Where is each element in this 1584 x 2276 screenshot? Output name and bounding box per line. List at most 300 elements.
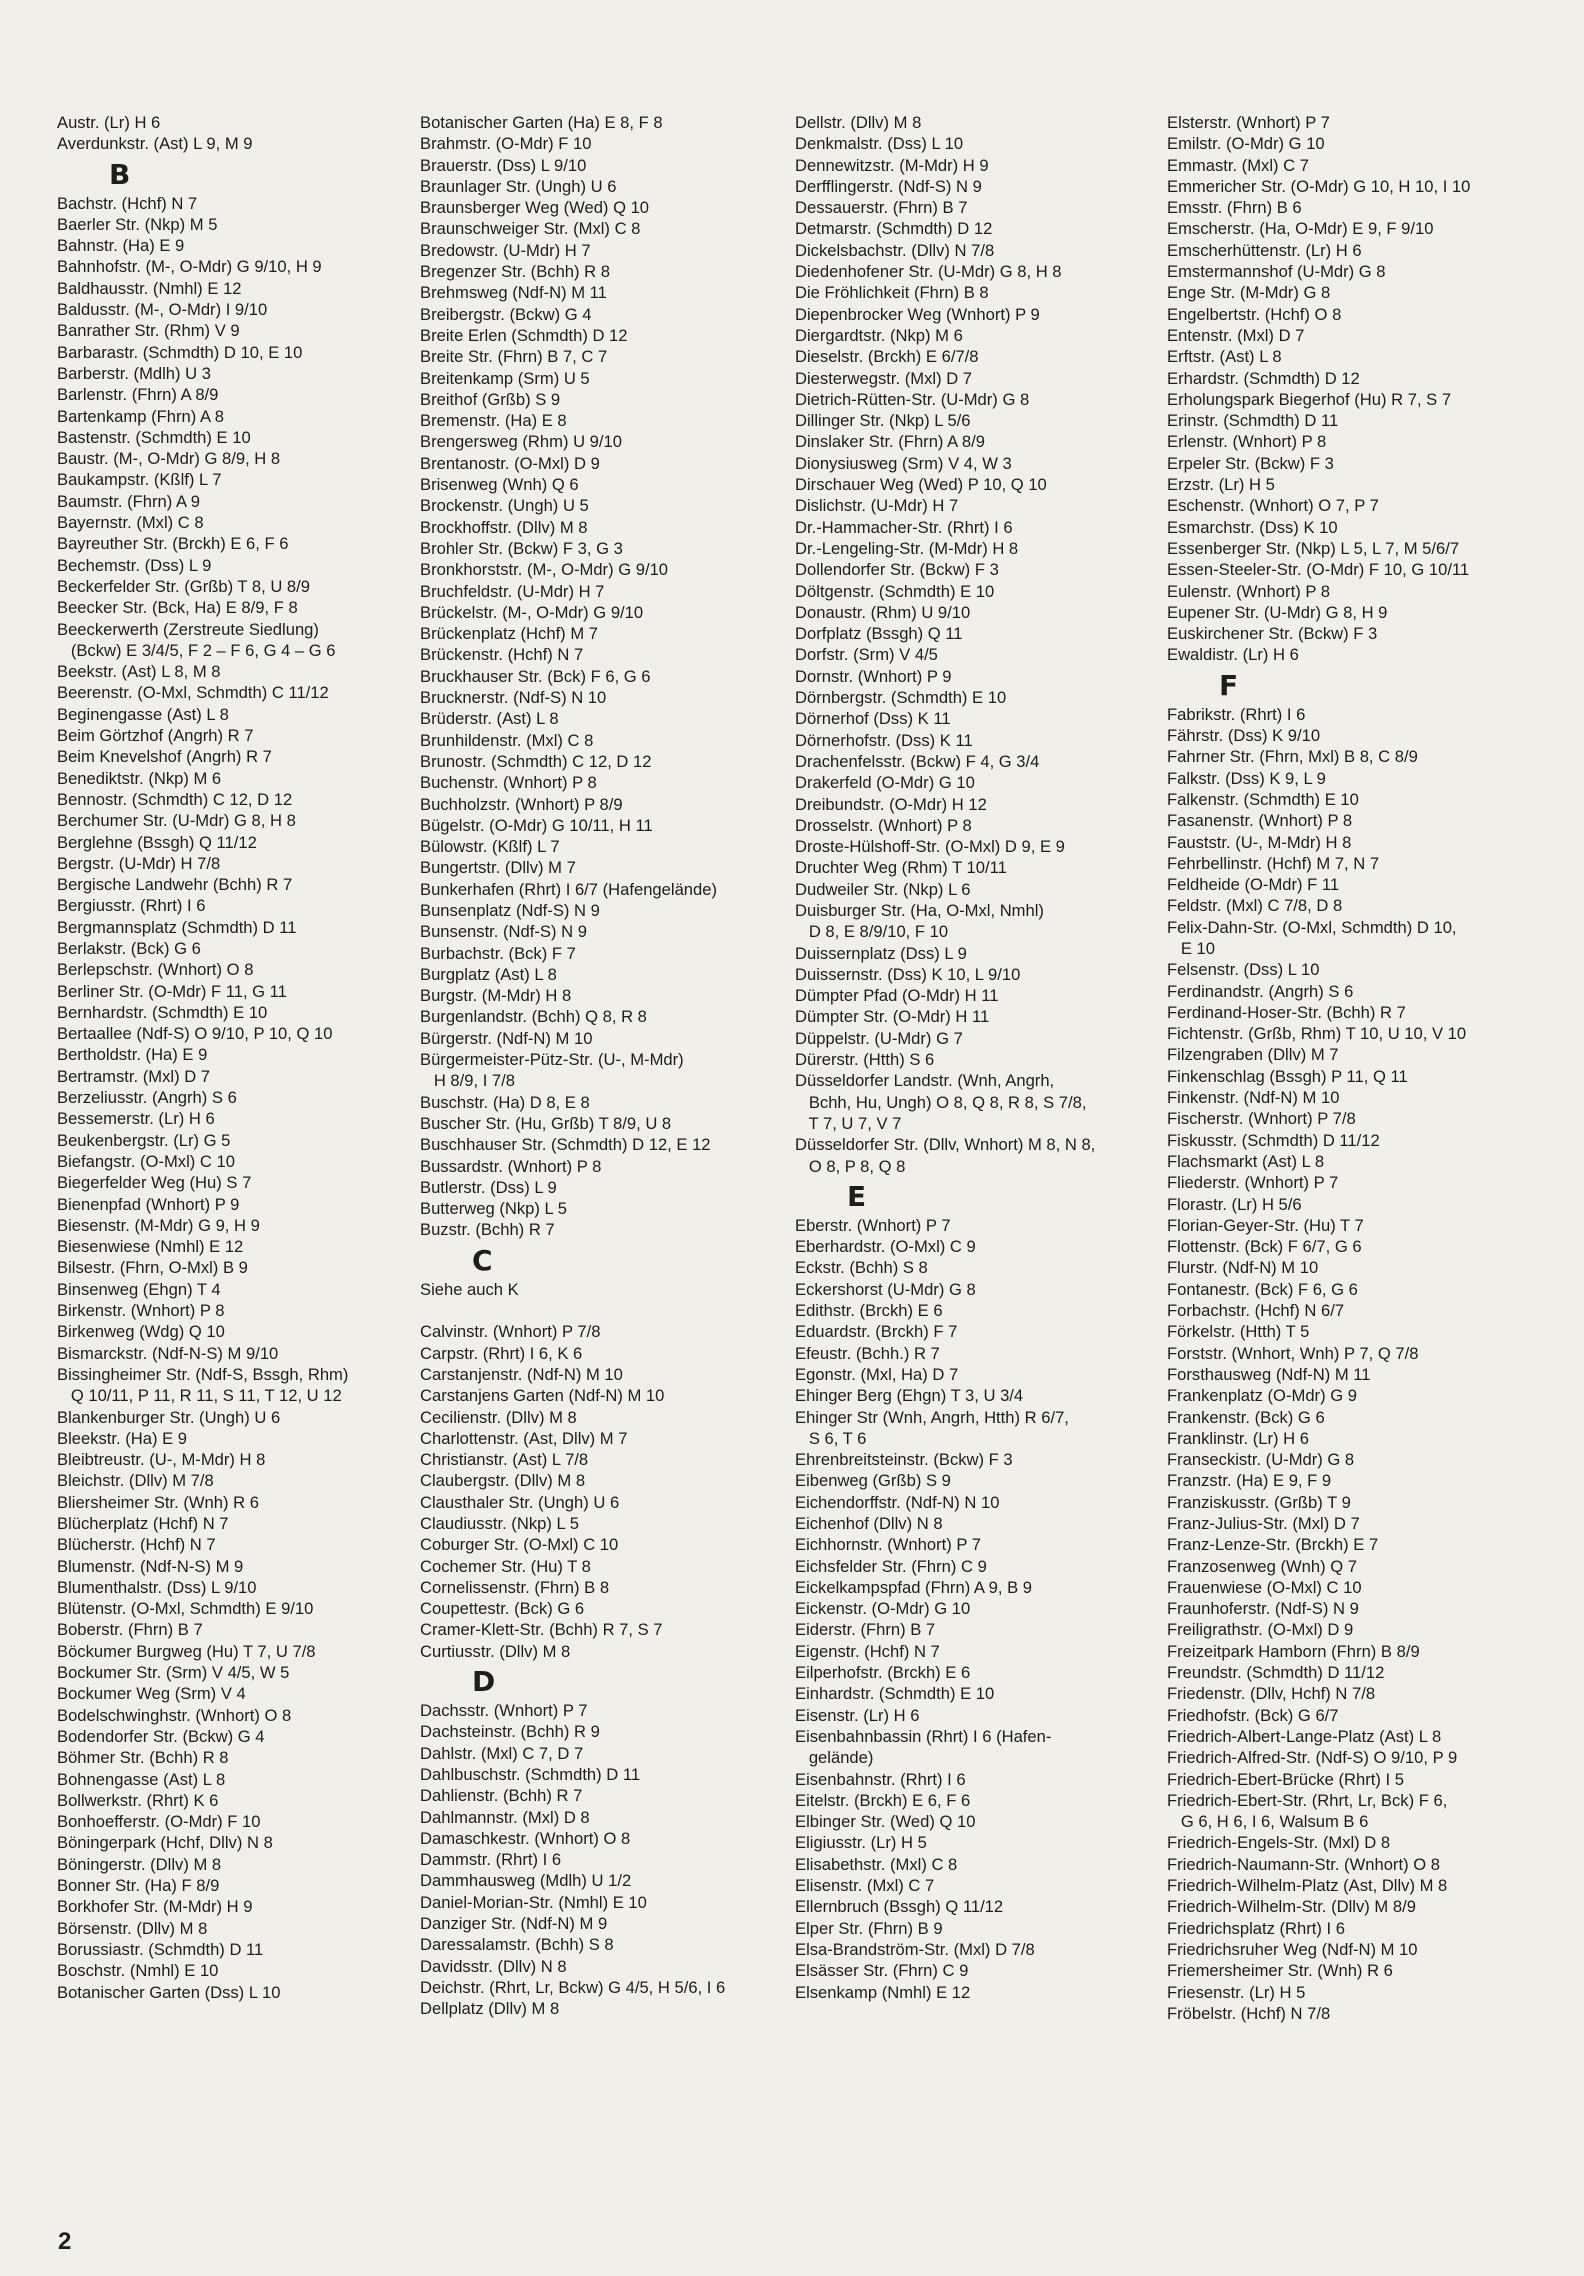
street-entry: Blumenthalstr. (Dss) L 9/10	[57, 1577, 257, 1597]
street-entry: Fröbelstr. (Hchf) N 7/8	[1167, 2003, 1331, 2023]
street-entry: Brockhoffstr. (Dllv) M 8	[420, 517, 588, 537]
street-entry: Böhmer Str. (Bchh) R 8	[57, 1748, 229, 1768]
street-entry: Erholungspark Biegerhof (Hu) R 7, S 7	[1167, 389, 1452, 409]
street-entry: Droste-Hülshoff-Str. (O-Mxl) D 9, E 9	[795, 837, 1065, 857]
street-entry: Detmarstr. (Schmdth) D 12	[795, 219, 993, 239]
street-entry: Beukenbergstr. (Lr) G 5	[57, 1130, 231, 1150]
street-entry: Berzeliusstr. (Angrh) S 6	[57, 1088, 237, 1108]
street-entry: Austr. (Lr) H 6	[57, 113, 161, 132]
street-entry: Q 10/11, P 11, R 11, S 11, T 12, U 12	[57, 1386, 342, 1406]
street-entry: Friedrich-Wilhelm-Str. (Dllv) M 8/9	[1167, 1897, 1416, 1917]
street-entry: Fichtenstr. (Grßb, Rhm) T 10, U 10, V 10	[1167, 1024, 1467, 1044]
street-entry: Dörnerhofstr. (Dss) K 11	[795, 730, 973, 750]
street-entry: Bremenstr. (Ha) E 8	[420, 411, 567, 431]
street-entry: Filzengraben (Dllv) M 7	[1167, 1045, 1339, 1065]
street-entry: Brauerstr. (Dss) L 9/10	[420, 155, 587, 175]
street-entry: gelände)	[795, 1748, 874, 1768]
street-entry: Daniel-Morian-Str. (Nmhl) E 10	[420, 1892, 647, 1912]
street-entry: Berlepschstr. (Wnhort) O 8	[57, 960, 254, 980]
street-entry: Eisenstr. (Lr) H 6	[795, 1705, 920, 1725]
street-entry: Bunsenstr. (Ndf-S) N 9	[420, 922, 587, 942]
street-entry: Claubergstr. (Dllv) M 8	[420, 1471, 586, 1491]
street-entry: Bleichstr. (Dllv) M 7/8	[57, 1471, 214, 1491]
street-entry: Bahnstr. (Ha) E 9	[57, 236, 185, 256]
street-entry: Essenberger Str. (Nkp) L 5, L 7, M 5/6/7	[1167, 538, 1460, 558]
street-entry: Berliner Str. (O-Mdr) F 11, G 11	[57, 981, 287, 1001]
street-entry: Bohnengasse (Ast) L 8	[57, 1769, 226, 1789]
street-entry: Braunschweiger Str. (Mxl) C 8	[420, 219, 641, 239]
street-entry: Bergiusstr. (Rhrt) I 6	[57, 896, 206, 916]
section-letter-b: B	[109, 157, 131, 191]
street-entry: Ewaldistr. (Lr) H 6	[1167, 645, 1299, 665]
street-entry: Düsseldorfer Str. (Dllv, Wnhort) M 8, N 8,	[795, 1135, 1096, 1155]
street-entry: Elsa-Brandström-Str. (Mxl) D 7/8	[795, 1939, 1035, 1959]
street-entry: Bregenzer Str. (Bchh) R 8	[420, 262, 610, 282]
street-entry: Entenstr. (Mxl) D 7	[1167, 325, 1305, 345]
street-entry: Daressalamstr. (Bchh) S 8	[420, 1935, 614, 1955]
street-entry: Flachsmarkt (Ast) L 8	[1167, 1151, 1325, 1171]
street-entry: Friedrich-Engels-Str. (Mxl) D 8	[1167, 1833, 1391, 1853]
street-entry: Beekstr. (Ast) L 8, M 8	[57, 662, 221, 682]
street-entry: Eichenhof (Dllv) N 8	[795, 1514, 943, 1533]
street-entry: Dammhausweg (Mdlh) U 1/2	[420, 1871, 632, 1891]
street-entry: Dahlstr. (Mxl) C 7, D 7	[420, 1743, 584, 1763]
street-entry: Ehinger Str (Wnh, Angrh, Htth) R 6/7,	[795, 1407, 1069, 1427]
street-entry: Bayernstr. (Mxl) C 8	[57, 513, 204, 533]
street-entry: Emscherstr. (Ha, O-Mdr) E 9, F 9/10	[1167, 219, 1434, 239]
street-entry: Elsässer Str. (Fhrn) C 9	[795, 1961, 969, 1981]
street-entry: Bülowstr. (Kßlf) L 7	[420, 837, 560, 857]
street-entry	[420, 1300, 792, 1321]
street-entry: Charlottenstr. (Ast, Dllv) M 7	[420, 1428, 628, 1448]
street-entry: Burgstr. (M-Mdr) H 8	[420, 986, 572, 1006]
street-entry: Bennostr. (Schmdth) C 12, D 12	[57, 789, 293, 809]
street-entry: Dachsteinstr. (Bchh) R 9	[420, 1722, 600, 1742]
street-entry: Friedrich-Wilhelm-Platz (Ast, Dllv) M 8	[1167, 1876, 1448, 1896]
street-entry: Claudiusstr. (Nkp) L 5	[420, 1514, 579, 1533]
street-entry: Dümpter Pfad (O-Mdr) H 11	[795, 986, 999, 1006]
street-entry: Fabrikstr. (Rhrt) I 6	[1167, 704, 1306, 724]
street-entry: Böckumer Burgweg (Hu) T 7, U 7/8	[57, 1641, 316, 1661]
street-entry: Berlakstr. (Bck) G 6	[57, 938, 201, 958]
street-entry: Brohler Str. (Bckw) F 3, G 3	[420, 538, 623, 558]
street-entry: Bessemerstr. (Lr) H 6	[57, 1109, 215, 1129]
street-entry: Coburger Str. (O-Mxl) C 10	[420, 1535, 619, 1555]
street-entry: Einhardstr. (Schmdth) E 10	[795, 1684, 995, 1704]
street-entry: Bredowstr. (U-Mdr) H 7	[420, 240, 591, 260]
street-entry: Förkelstr. (Htth) T 5	[1167, 1322, 1310, 1342]
street-entry: Dahlienstr. (Bchh) R 7	[420, 1786, 583, 1806]
street-entry: Franz-Lenze-Str. (Brckh) E 7	[1167, 1535, 1379, 1555]
street-entry: Botanischer Garten (Ha) E 8, F 8	[420, 113, 663, 132]
street-entry: G 6, H 6, I 6, Walsum B 6	[1167, 1812, 1369, 1832]
street-entry: Erftstr. (Ast) L 8	[1167, 347, 1282, 367]
page-number: 2	[58, 2228, 72, 2255]
street-entry: Eiderstr. (Fhrn) B 7	[795, 1620, 936, 1640]
street-entry: Finkenschlag (Bssgh) P 11, Q 11	[1167, 1066, 1408, 1086]
street-entry: Dörnbergstr. (Schmdth) E 10	[795, 688, 1007, 708]
street-entry: Breite Str. (Fhrn) B 7, C 7	[420, 347, 608, 367]
street-entry: Brahmstr. (O-Mdr) F 10	[420, 134, 592, 154]
street-entry: Eilperhofstr. (Brckh) E 6	[795, 1663, 971, 1683]
street-entry: Freizeitpark Hamborn (Fhrn) B 8/9	[1167, 1641, 1420, 1661]
street-entry: Bergstr. (U-Mdr) H 7/8	[57, 853, 221, 873]
street-entry: Burbachstr. (Bck) F 7	[420, 943, 576, 963]
street-entry: Flottenstr. (Bck) F 6/7, G 6	[1167, 1237, 1362, 1257]
street-entry: Dörnerhof (Dss) K 11	[795, 709, 951, 729]
street-entry: Dorfplatz (Bssgh) Q 11	[795, 624, 963, 644]
street-entry: Dennewitzstr. (M-Mdr) H 9	[795, 155, 989, 175]
street-entry: Fiskusstr. (Schmdth) D 11/12	[1167, 1130, 1380, 1150]
street-entry: Feldstr. (Mxl) C 7/8, D 8	[1167, 896, 1343, 916]
street-entry: Elisabethstr. (Mxl) C 8	[795, 1854, 958, 1874]
index-column-4	[1167, 112, 1539, 2024]
street-entry: Cramer-Klett-Str. (Bchh) R 7, S 7	[420, 1620, 663, 1640]
street-entry: Eichhornstr. (Wnhort) P 7	[795, 1535, 981, 1555]
street-entry: Brengersweg (Rhm) U 9/10	[420, 432, 622, 452]
street-entry: Binsenweg (Ehgn) T 4	[57, 1279, 221, 1299]
street-entry: Dorfstr. (Srm) V 4/5	[795, 645, 938, 665]
street-entry: Ferdinand-Hoser-Str. (Bchh) R 7	[1167, 1002, 1406, 1022]
street-entry: Brückelstr. (M-, O-Mdr) G 9/10	[420, 602, 644, 622]
street-entry: Friedrich-Ebert-Str. (Rhrt, Lr, Bck) F 6,	[1167, 1790, 1448, 1810]
street-entry: Breitenkamp (Srm) U 5	[420, 368, 590, 388]
index-column-2	[420, 112, 792, 2020]
street-entry: Clausthaler Str. (Ungh) U 6	[420, 1492, 620, 1512]
street-entry: Dornstr. (Wnhort) P 9	[795, 666, 952, 686]
street-entry: Bockumer Weg (Srm) V 4	[57, 1684, 246, 1704]
street-entry: Engelbertstr. (Hchf) O 8	[1167, 304, 1342, 324]
street-entry: Dellstr. (Dllv) M 8	[795, 113, 922, 132]
street-entry: Dachsstr. (Wnhort) P 7	[420, 1701, 588, 1721]
street-entry: Emilstr. (O-Mdr) G 10	[1167, 134, 1325, 154]
street-entry: Borkhofer Str. (M-Mdr) H 9	[57, 1897, 253, 1917]
street-entry: Calvinstr. (Wnhort) P 7/8	[420, 1322, 601, 1342]
section-letter-d: D	[472, 1665, 496, 1699]
street-entry: Florastr. (Lr) H 5/6	[1167, 1194, 1302, 1214]
street-entry: Averdunkstr. (Ast) L 9, M 9	[57, 134, 253, 154]
street-entry: Eberstr. (Wnhort) P 7	[795, 1215, 951, 1235]
street-entry: Bunkerhafen (Rhrt) I 6/7 (Hafengelände)	[420, 879, 718, 899]
street-entry: Friedrich-Naumann-Str. (Wnhort) O 8	[1167, 1854, 1440, 1874]
street-entry: Bollwerkstr. (Rhrt) K 6	[57, 1790, 219, 1810]
street-entry: Diesterwegstr. (Mxl) D 7	[795, 368, 973, 388]
street-entry: Breibergstr. (Bckw) G 4	[420, 304, 592, 324]
street-entry: Erinstr. (Schmdth) D 11	[1167, 411, 1339, 431]
street-entry: Fliederstr. (Wnhort) P 7	[1167, 1173, 1339, 1193]
street-entry: Drosselstr. (Wnhort) P 8	[795, 815, 972, 835]
street-entry: Bungertstr. (Dllv) M 7	[420, 858, 576, 878]
street-entry: Dr.-Lengeling-Str. (M-Mdr) H 8	[795, 538, 1019, 558]
street-entry: Efeustr. (Bchh.) R 7	[795, 1343, 940, 1363]
street-entry: Donaustr. (Rhm) U 9/10	[795, 602, 971, 622]
street-entry: Fahrner Str. (Fhrn, Mxl) B 8, C 8/9	[1167, 747, 1418, 767]
street-entry: Brisenweg (Wnh) Q 6	[420, 475, 579, 495]
street-entry: Berchumer Str. (U-Mdr) G 8, H 8	[57, 811, 296, 831]
street-entry: Borussiastr. (Schmdth) D 11	[57, 1939, 264, 1959]
street-entry: Eichsfelder Str. (Fhrn) C 9	[795, 1556, 987, 1576]
street-entry: Bernhardstr. (Schmdth) E 10	[57, 1002, 268, 1022]
street-entry: Finkenstr. (Ndf-N) M 10	[1167, 1088, 1340, 1108]
street-entry: Eisenbahnbassin (Rhrt) I 6 (Hafen-	[795, 1726, 1052, 1746]
street-entry: Carpstr. (Rhrt) I 6, K 6	[420, 1343, 583, 1363]
street-entry: Eupener Str. (U-Mdr) G 8, H 9	[1167, 602, 1388, 622]
street-entry: Cochemer Str. (Hu) T 8	[420, 1556, 591, 1576]
street-entry: Friedrich-Ebert-Brücke (Rhrt) I 5	[1167, 1769, 1404, 1789]
street-entry: Bonhoefferstr. (O-Mdr) F 10	[57, 1812, 261, 1832]
street-entry: Dinslaker Str. (Fhrn) A 8/9	[795, 432, 985, 452]
street-entry: Bunsenplatz (Ndf-S) N 9	[420, 900, 600, 920]
street-entry: Eulenstr. (Wnhort) P 8	[1167, 581, 1330, 601]
street-entry: Druchter Weg (Rhm) T 10/11	[795, 858, 1007, 878]
street-entry: Davidsstr. (Dllv) N 8	[420, 1956, 567, 1976]
street-entry: Elsenkamp (Nmhl) E 12	[795, 1982, 971, 2002]
street-entry: Forststr. (Wnhort, Wnh) P 7, Q 7/8	[1167, 1343, 1419, 1363]
street-entry: Feldheide (O-Mdr) F 11	[1167, 875, 1340, 895]
street-entry: Fauststr. (U-, M-Mdr) H 8	[1167, 832, 1352, 852]
street-entry: Bchh, Hu, Ungh) O 8, Q 8, R 8, S 7/8,	[795, 1092, 1087, 1112]
street-entry: Beeckerwerth (Zerstreute Siedlung)	[57, 619, 319, 639]
street-entry: E 10	[1167, 938, 1215, 958]
street-entry: Birkenstr. (Wnhort) P 8	[57, 1301, 225, 1321]
street-entry: Butterweg (Nkp) L 5	[420, 1199, 567, 1219]
street-entry: Fontanestr. (Bck) F 6, G 6	[1167, 1279, 1358, 1299]
street-entry: O 8, P 8, Q 8	[795, 1156, 906, 1176]
street-entry: Cornelissenstr. (Fhrn) B 8	[420, 1577, 610, 1597]
street-entry: Burgenlandstr. (Bchh) Q 8, R 8	[420, 1007, 647, 1027]
street-entry: Baldusstr. (M-, O-Mdr) I 9/10	[57, 300, 268, 320]
street-entry: Fasanenstr. (Wnhort) P 8	[1167, 811, 1353, 831]
street-entry: Dahlmannstr. (Mxl) D 8	[420, 1807, 590, 1827]
street-entry: Fährstr. (Dss) K 9/10	[1167, 726, 1321, 746]
street-entry: Breite Erlen (Schmdth) D 12	[420, 325, 628, 345]
street-entry: Frauenwiese (O-Mxl) C 10	[1167, 1577, 1362, 1597]
street-entry: Franseckistr. (U-Mdr) G 8	[1167, 1450, 1355, 1470]
street-entry: Beerenstr. (O-Mxl, Schmdth) C 11/12	[57, 683, 329, 703]
street-entry: Düppelstr. (U-Mdr) G 7	[795, 1028, 963, 1048]
street-entry: Eitelstr. (Brckh) E 6, F 6	[795, 1790, 971, 1810]
street-entry: Franz-Julius-Str. (Mxl) D 7	[1167, 1514, 1360, 1533]
street-entry: Braunsberger Weg (Wed) Q 10	[420, 198, 650, 218]
street-entry: Bodelschwinghstr. (Wnhort) O 8	[57, 1705, 292, 1725]
street-entry: Bissingheimer Str. (Ndf-S, Bssgh, Rhm)	[57, 1364, 349, 1384]
street-entry: Freundstr. (Schmdth) D 11/12	[1167, 1663, 1385, 1683]
street-entry: H 8/9, I 7/8	[420, 1071, 516, 1091]
street-entry: Butlerstr. (Dss) L 9	[420, 1177, 557, 1197]
street-entry: Burgplatz (Ast) L 8	[420, 964, 557, 984]
street-entry: Bleibtreustr. (U-, M-Mdr) H 8	[57, 1450, 266, 1470]
section-letter-e: E	[847, 1179, 867, 1213]
street-entry: Fischerstr. (Wnhort) P 7/8	[1167, 1109, 1356, 1129]
street-entry: Buchenstr. (Wnhort) P 8	[420, 773, 597, 793]
street-entry: Duissernplatz (Dss) L 9	[795, 943, 967, 963]
street-entry: Ellernbruch (Bssgh) Q 11/12	[795, 1897, 1004, 1917]
street-entry: Frankenplatz (O-Mdr) G 9	[1167, 1386, 1357, 1406]
street-entry: Brehmsweg (Ndf-N) M 11	[420, 283, 607, 303]
street-entry: Dammstr. (Rhrt) I 6	[420, 1850, 562, 1870]
street-entry: Diepenbrocker Weg (Wnhort) P 9	[795, 304, 1040, 324]
street-entry: Bachstr. (Hchf) N 7	[57, 193, 198, 213]
street-entry: Erzstr. (Lr) H 5	[1167, 475, 1275, 495]
street-entry: Dietrich-Rütten-Str. (U-Mdr) G 8	[795, 389, 1030, 409]
street-entry: Dahlbuschstr. (Schmdth) D 11	[420, 1764, 641, 1784]
street-entry: Bliersheimer Str. (Wnh) R 6	[57, 1492, 259, 1512]
street-entry: (Bckw) E 3/4/5, F 2 – F 6, G 4 – G 6	[57, 640, 336, 660]
street-entry: Erhardstr. (Schmdth) D 12	[1167, 368, 1360, 388]
street-entry: Braunlager Str. (Ungh) U 6	[420, 176, 617, 196]
street-entry: Buchholzstr. (Wnhort) P 8/9	[420, 794, 623, 814]
street-entry: Frankenstr. (Bck) G 6	[1167, 1407, 1325, 1427]
street-entry: Bügelstr. (O-Mdr) G 10/11, H 11	[420, 815, 653, 835]
street-entry: Bechemstr. (Dss) L 9	[57, 555, 212, 575]
street-entry: Franklinstr. (Lr) H 6	[1167, 1428, 1309, 1448]
street-entry: Brunhildenstr. (Mxl) C 8	[420, 730, 594, 750]
street-entry: Curtiusstr. (Dllv) M 8	[420, 1641, 571, 1661]
street-entry: Bodendorfer Str. (Bckw) G 4	[57, 1726, 265, 1746]
street-entry: Danziger Str. (Ndf-N) M 9	[420, 1914, 608, 1934]
street-entry: Boberstr. (Fhrn) B 7	[57, 1620, 203, 1640]
index-column-3	[795, 112, 1167, 2003]
street-entry: Biegerfelder Weg (Hu) S 7	[57, 1173, 252, 1193]
street-entry: Barberstr. (Mdlh) U 3	[57, 363, 211, 383]
street-entry: T 7, U 7, V 7	[795, 1113, 902, 1133]
index-column-1	[57, 112, 429, 2003]
street-entry: Forbachstr. (Hchf) N 6/7	[1167, 1301, 1345, 1321]
street-entry: Biesenwiese (Nmhl) E 12	[57, 1237, 244, 1257]
street-entry: Ehinger Berg (Ehgn) T 3, U 3/4	[795, 1386, 1024, 1406]
street-entry: Felsenstr. (Dss) L 10	[1167, 960, 1320, 980]
street-entry: Diergardtstr. (Nkp) M 6	[795, 325, 963, 345]
street-entry: Bruckhauser Str. (Bck) F 6, G 6	[420, 666, 651, 686]
street-entry: Denkmalstr. (Dss) L 10	[795, 134, 964, 154]
street-entry: Blumenstr. (Ndf-N-S) M 9	[57, 1556, 244, 1576]
street-entry: Friesenstr. (Lr) H 5	[1167, 1982, 1306, 2002]
street-entry: Dümpter Str. (O-Mdr) H 11	[795, 1007, 990, 1027]
street-entry: Biefangstr. (O-Mxl) C 10	[57, 1151, 235, 1171]
street-entry: Brockenstr. (Ungh) U 5	[420, 496, 589, 516]
street-entry: Bonner Str. (Ha) F 8/9	[57, 1876, 220, 1896]
street-entry: Bergmannsplatz (Schmdth) D 11	[57, 917, 297, 937]
street-entry: Beckerfelder Str. (Grßb) T 8, U 8/9	[57, 576, 310, 596]
street-entry: Elisenstr. (Mxl) C 7	[795, 1876, 935, 1896]
street-entry: Baerler Str. (Nkp) M 5	[57, 214, 218, 234]
street-entry: Eibenweg (Grßb) S 9	[795, 1471, 951, 1491]
street-entry: Dirschauer Weg (Wed) P 10, Q 10	[795, 475, 1047, 495]
street-entry: Banrather Str. (Rhm) V 9	[57, 321, 240, 341]
street-entry: Drakerfeld (O-Mdr) G 10	[795, 773, 975, 793]
street-entry: Elbinger Str. (Wed) Q 10	[795, 1812, 976, 1832]
street-entry: Diedenhofener Str. (U-Mdr) G 8, H 8	[795, 262, 1062, 282]
street-entry: Baustr. (M-, O-Mdr) G 8/9, H 8	[57, 449, 281, 469]
street-entry: Deichstr. (Rhrt, Lr, Bckw) G 4/5, H 5/6, I 6	[420, 1977, 726, 1997]
street-entry: Breithof (Grßb) S 9	[420, 389, 561, 409]
street-entry: Bismarckstr. (Ndf-N-S) M 9/10	[57, 1343, 279, 1363]
street-entry: Bertaallee (Ndf-S) O 9/10, P 10, Q 10	[57, 1024, 333, 1044]
street-entry: Friedenstr. (Dllv, Hchf) N 7/8	[1167, 1684, 1376, 1704]
street-entry: Egonstr. (Mxl, Ha) D 7	[795, 1364, 959, 1384]
street-entry: Friemersheimer Str. (Wnh) R 6	[1167, 1961, 1393, 1981]
street-entry: Fraunhoferstr. (Ndf-S) N 9	[1167, 1599, 1359, 1619]
street-entry: Bertholdstr. (Ha) E 9	[57, 1045, 208, 1065]
street-entry: Barbarastr. (Schmdth) D 10, E 10	[57, 342, 303, 362]
section-letter-f: F	[1219, 668, 1239, 702]
street-entry: Bruchfeldstr. (U-Mdr) H 7	[420, 581, 605, 601]
street-entry: Bussardstr. (Wnhort) P 8	[420, 1156, 602, 1176]
street-entry: Ferdinandstr. (Angrh) S 6	[1167, 981, 1354, 1001]
street-entry: D 8, E 8/9/10, F 10	[795, 922, 949, 942]
street-entry: Dickelsbachstr. (Dllv) N 7/8	[795, 240, 995, 260]
street-entry: Blücherstr. (Hchf) N 7	[57, 1535, 216, 1555]
street-entry: Erpeler Str. (Bckw) F 3	[1167, 453, 1334, 473]
street-entry: Esmarchstr. (Dss) K 10	[1167, 517, 1338, 537]
street-entry: Eickelkampspfad (Fhrn) A 9, B 9	[795, 1577, 1033, 1597]
street-entry: Emsstr. (Fhrn) B 6	[1167, 198, 1302, 218]
street-entry: Emstermannshof (U-Mdr) G 8	[1167, 262, 1386, 282]
street-entry: Bienenpfad (Wnhort) P 9	[57, 1194, 240, 1214]
street-entry: Edithstr. (Brckh) E 6	[795, 1301, 943, 1321]
street-entry: Erlenstr. (Wnhort) P 8	[1167, 432, 1327, 452]
street-entry: Dionysiusweg (Srm) V 4, W 3	[795, 453, 1012, 473]
street-entry: Falkenstr. (Schmdth) E 10	[1167, 789, 1359, 809]
street-entry: Drachenfelsstr. (Bckw) F 4, G 3/4	[795, 751, 1040, 771]
street-entry: Brucknerstr. (Ndf-S) N 10	[420, 688, 607, 708]
street-entry: Beecker Str. (Bck, Ha) E 8/9, F 8	[57, 598, 298, 618]
street-entry: Franzosenweg (Wnh) Q 7	[1167, 1556, 1357, 1576]
street-entry: Bastenstr. (Schmdth) E 10	[57, 427, 251, 447]
street-entry: Bronkhorststr. (M-, O-Mdr) G 9/10	[420, 560, 669, 580]
street-entry: Bürgermeister-Pütz-Str. (U-, M-Mdr)	[420, 1050, 684, 1070]
street-entry: Dislichstr. (U-Mdr) H 7	[795, 496, 959, 516]
street-entry: Friedrichsruher Weg (Ndf-N) M 10	[1167, 1939, 1418, 1959]
street-entry: Buscher Str. (Hu, Grßb) T 8/9, U 8	[420, 1113, 672, 1133]
street-entry: Elper Str. (Fhrn) B 9	[795, 1918, 943, 1938]
street-entry: Börsenstr. (Dllv) M 8	[57, 1918, 208, 1938]
street-entry: Dollendorfer Str. (Bckw) F 3	[795, 560, 999, 580]
street-entry: Freiligrathstr. (O-Mxl) D 9	[1167, 1620, 1354, 1640]
street-entry: Duisburger Str. (Ha, O-Mxl, Nmhl)	[795, 900, 1044, 920]
street-entry: Bilsestr. (Fhrn, O-Mxl) B 9	[57, 1258, 248, 1278]
street-entry: S 6, T 6	[795, 1428, 867, 1448]
street-entry: Christianstr. (Ast) L 7/8	[420, 1450, 589, 1470]
street-entry: Dürerstr. (Htth) S 6	[795, 1050, 935, 1070]
street-entry: Bergische Landwehr (Bchh) R 7	[57, 875, 293, 895]
street-entry: Beim Görtzhof (Angrh) R 7	[57, 726, 254, 746]
street-entry: Duissernstr. (Dss) K 10, L 9/10	[795, 964, 1021, 984]
street-entry: Felix-Dahn-Str. (O-Mxl, Schmdth) D 10,	[1167, 917, 1457, 937]
street-entry: Fehrbellinstr. (Hchf) M 7, N 7	[1167, 853, 1380, 873]
street-entry: Baumstr. (Fhrn) A 9	[57, 491, 200, 511]
street-entry: Forsthausweg (Ndf-N) M 11	[1167, 1364, 1371, 1384]
see-also-note: Siehe auch K	[420, 1279, 519, 1299]
street-entry: Boschstr. (Nmhl) E 10	[57, 1961, 219, 1981]
street-entry: Eckstr. (Bchh) S 8	[795, 1258, 928, 1278]
street-entry: Eberhardstr. (O-Mxl) C 9	[795, 1237, 976, 1257]
street-entry: Bahnhofstr. (M-, O-Mdr) G 9/10, H 9	[57, 257, 322, 277]
street-entry: Benediktstr. (Nkp) M 6	[57, 768, 222, 788]
street-entry: Bockumer Str. (Srm) V 4/5, W 5	[57, 1663, 290, 1683]
street-entry: Elsterstr. (Wnhort) P 7	[1167, 113, 1330, 132]
street-entry: Botanischer Garten (Dss) L 10	[57, 1982, 281, 2002]
street-entry: Emmericher Str. (O-Mdr) G 10, H 10, I 10	[1167, 176, 1471, 196]
street-entry: Dieselstr. (Brckh) E 6/7/8	[795, 347, 979, 367]
street-entry: Flurstr. (Ndf-N) M 10	[1167, 1258, 1319, 1278]
street-entry: Friedhofstr. (Bck) G 6/7	[1167, 1705, 1339, 1725]
street-entry: Derfflingerstr. (Ndf-S) N 9	[795, 176, 982, 196]
street-entry: Ehrenbreitsteinstr. (Bckw) F 3	[795, 1450, 1013, 1470]
street-entry: Damaschkestr. (Wnhort) O 8	[420, 1828, 631, 1848]
street-entry: Böningerstr. (Dllv) M 8	[57, 1854, 222, 1874]
street-entry: Buschhauser Str. (Schmdth) D 12, E 12	[420, 1135, 711, 1155]
